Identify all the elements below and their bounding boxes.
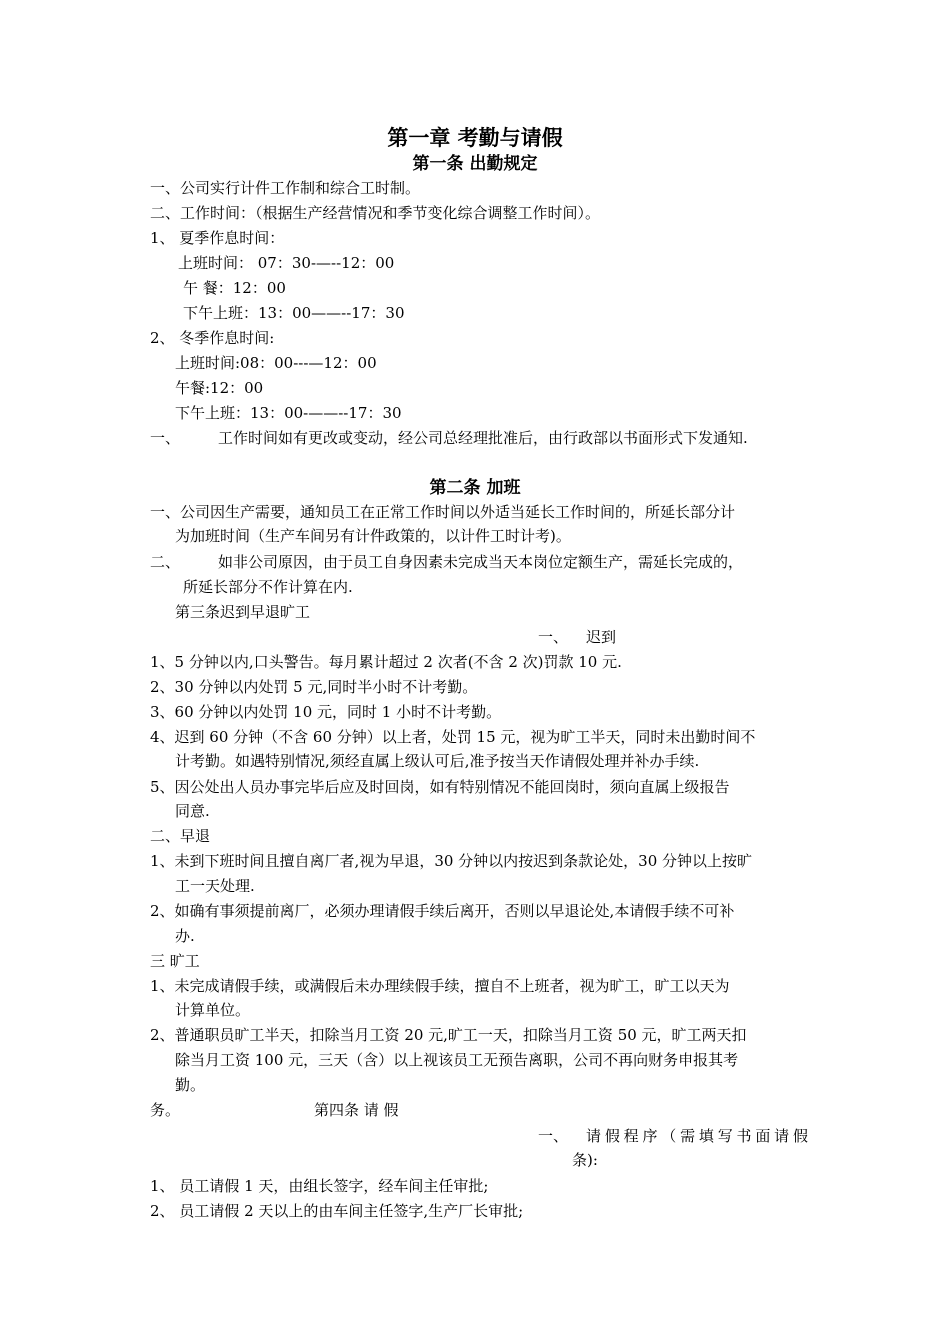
absence-item-2-line-1: 2、普通职员旷工半天，扣除当月工资 20 元,旷工一天，扣除当月工资 50 元，旷工两天扣 (150, 1026, 747, 1044)
absence-item-1-line-2: 计算单位。 (175, 1001, 251, 1019)
late-num: 一、 (538, 628, 569, 646)
a2-p1-line-1: 一、公司因生产需要，通知员工在正常工作时间以外适当延长工作时间的，所延长部分计 (150, 503, 736, 521)
absence-item-1-line-1: 1、未完成请假手续，或满假后未办理续假手续，擅自不上班者，视为旷工，旷工以天为 (150, 977, 730, 995)
late-item-3: 3、60 分钟以内处罚 10 元，同时 1 小时不计考勤。 (150, 703, 502, 721)
early-item-2-line-2: 办. (175, 927, 195, 945)
early-item-1-line-2: 工一天处理. (175, 877, 255, 895)
article1-title: 第一条 出勤规定 (412, 154, 538, 174)
proc-line-2: 条): (572, 1151, 598, 1169)
late-label: 迟到 (586, 628, 617, 646)
leave-item-1: 1、 员工请假 1 天，由组长签字，经车间主任审批; (150, 1177, 489, 1195)
late-item-4-line-1: 4、迟到 60 分钟（不含 60 分钟）以上者，处罚 15 元，视为旷工半天，同时未出勤时间不 (150, 728, 756, 746)
absence-item-2-line-3: 勤。 (175, 1076, 206, 1094)
proc-num: 一、 (538, 1127, 569, 1145)
chapter-title: 第一章 考勤与请假 (387, 125, 563, 150)
early-item-1-line-1: 1、未到下班时间且擅自离厂者,视为早退，30 分钟以内按迟到条款论处，30 分钟以上按旷 (150, 852, 753, 870)
late-item-2: 2、30 分钟以内处罚 5 元,同时半小时不计考勤。 (150, 678, 478, 696)
a1-line-3: 1、 夏季作息时间： (150, 229, 285, 247)
a2-p2-line-1: 如非公司原因，由于员工自身因素未完成当天本岗位定额生产，需延长完成的， (218, 553, 744, 571)
article2-title: 第二条 加班 (429, 478, 521, 498)
early-heading: 二、早退 (150, 827, 211, 845)
a1-line-9: 午餐:12：00 (175, 379, 264, 397)
a1-line-4: 上班时间： 07：30-—--12：00 (178, 254, 395, 272)
a1-line-10: 下午上班：13：00-——--17：30 (175, 404, 402, 422)
absence-heading: 三 旷工 (150, 952, 200, 970)
late-item-4-line-2: 计考勤。如遇特别情况,须经直属上级认可后,准予按当天作请假处理并补办手续. (175, 752, 700, 770)
article4-title: 第四条 请 假 (314, 1101, 399, 1119)
a1-line-11-text: 工作时间如有更改或变动，经公司总经理批准后，由行政部以书面形式下发通知. (218, 429, 748, 447)
a2-p2-num: 二、 (150, 553, 181, 571)
absence-item-2-line-2: 除当月工资 100 元，三天（含）以上视该员工无预告离职，公司不再向财务申报其考 (175, 1051, 739, 1069)
late-item-1: 1、5 分钟以内,口头警告。每月累计超过 2 次者(不含 2 次)罚款 10 元. (150, 653, 622, 671)
a2-p2-line-2: 所延长部分不作计算在内. (183, 578, 353, 596)
a1-line-2: 二、工作时间：（根据生产经营情况和季节变化综合调整工作时间）。 (150, 204, 601, 222)
absence-item-2-line-4: 务。 (150, 1101, 181, 1119)
early-item-2-line-1: 2、如确有事须提前离厂，必须办理请假手续后离开，否则以早退论处,本请假手续不可补 (150, 902, 735, 920)
a1-line-1: 一、公司实行计件工作制和综合工时制。 (150, 179, 421, 197)
a2-p1-line-2: 为加班时间（生产车间另有计件政策的，以计件工时计考)。 (175, 527, 571, 545)
leave-item-2: 2、 员工请假 2 天以上的由车间主任签字,生产厂长审批; (150, 1202, 524, 1220)
a1-line-6: 下午上班：13：00——--17：30 (183, 304, 405, 322)
a1-line-5: 午 餐：12：00 (183, 279, 286, 297)
a1-line-11-num: 一、 (150, 429, 181, 447)
a1-line-7: 2、 冬季作息时间: (150, 329, 275, 347)
a1-line-8: 上班时间:08：00---—12：00 (175, 354, 377, 372)
late-item-5-line-2: 同意. (175, 802, 210, 820)
article3-title: 第三条迟到早退旷工 (175, 603, 311, 621)
late-item-5-line-1: 5、因公处出人员办事完毕后应及时回岗，如有特别情况不能回岗时，须向直属上级报告 (150, 778, 730, 796)
proc-line-1: 请假程序（需填写书面请假 (586, 1127, 808, 1145)
